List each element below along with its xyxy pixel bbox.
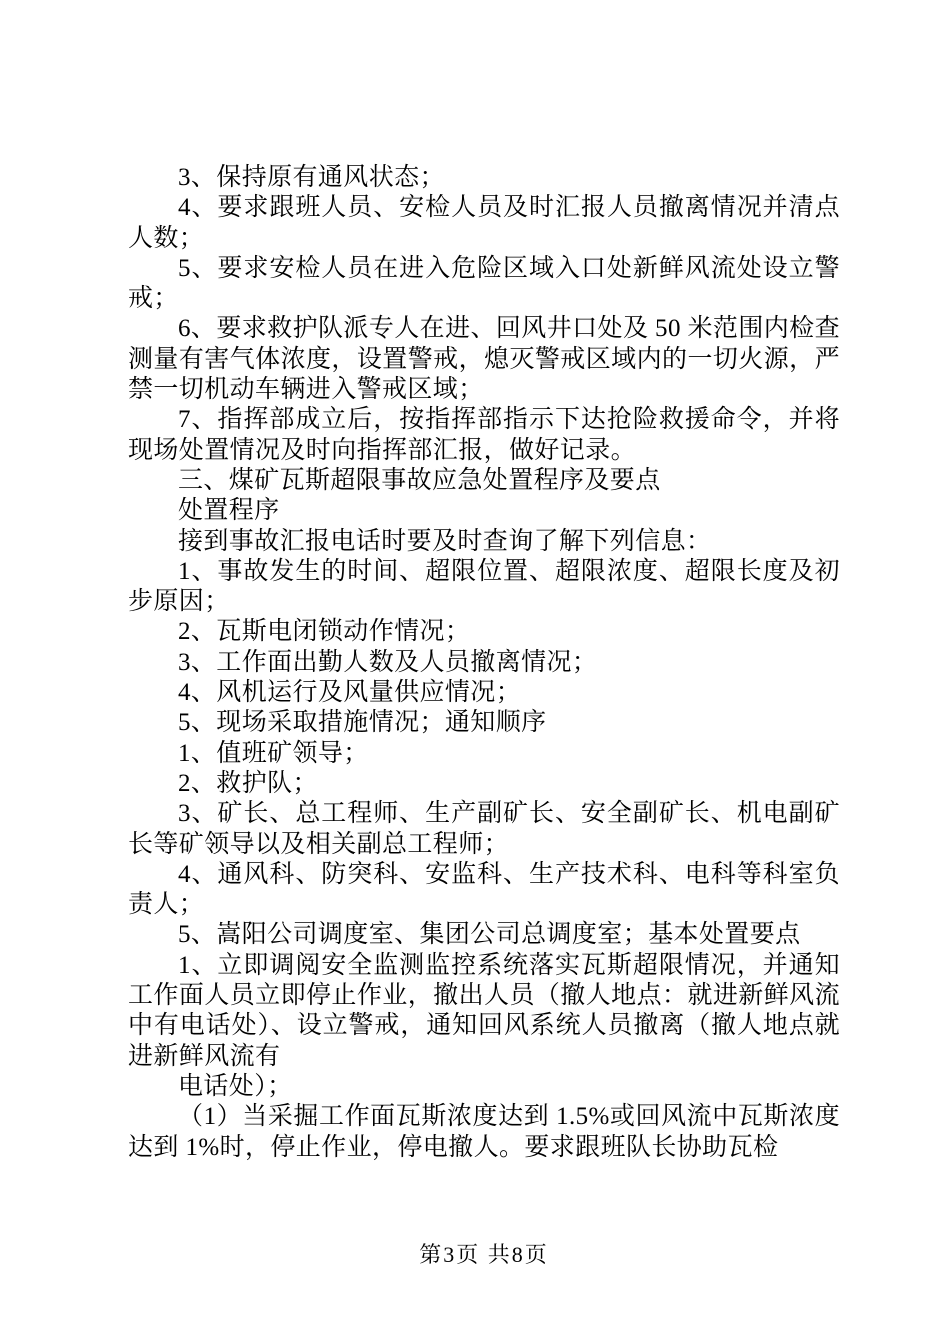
paragraph: 1、值班矿领导；: [178, 739, 369, 767]
paragraph: 6、要求救护队派专人在进、回风井口处及 50 米范围内检查测量有害气体浓度，设置警戒，熄灭警戒区域内的一切火源，严禁一切机动车辆进入警戒区域；: [128, 315, 840, 404]
paragraph: 2、瓦斯电闭锁动作情况；: [178, 618, 471, 646]
page-number-indicator: 第3页 共8页: [419, 1242, 549, 1267]
paragraph: 三、煤矿瓦斯超限事故应急处置程序及要点: [178, 466, 661, 494]
document-body: [128, 163, 840, 1163]
paragraph: 电话处）；: [178, 1072, 293, 1100]
paragraph: 接到事故汇报电话时要及时查询了解下列信息：: [178, 527, 712, 555]
page-footer: [128, 1238, 840, 1269]
paragraph: 7、指挥部成立后，按指挥部指示下达抢险救援命令，并将现场处置情况及时向指挥部汇报，做好记录。: [128, 406, 840, 464]
paragraph: 5、要求安检人员在进入危险区域入口处新鲜风流处设立警戒；: [128, 254, 840, 313]
paragraph: （1）当采掘工作面瓦斯浓度达到 1.5%或回风流中瓦斯浓度达到 1%时，停止作业，停电撤人。要求跟班队长协助瓦检: [128, 1103, 840, 1161]
paragraph: 3、工作面出勤人数及人员撤离情况；: [178, 648, 598, 676]
paragraph: 3、矿长、总工程师、生产副矿长、安全副矿长、机电副矿长等矿领导以及相关副总工程师；: [128, 800, 840, 858]
paragraph: 1、立即调阅安全监测监控系统落实瓦斯超限情况，并通知工作面人员立即停止作业，撤出人员（撤人地点：就进新鲜风流中有电话处）、设立警戒，通知回风系统人员撤离（撤人地点就进新鲜风流有: [128, 951, 840, 1070]
paragraph: 4、通风科、防突科、安监科、生产技术科、电科等科室负责人；: [128, 860, 840, 919]
paragraph: 处置程序: [178, 497, 280, 525]
paragraph: 4、风机运行及风量供应情况；: [178, 679, 522, 707]
paragraph: 1、事故发生的时间、超限位置、超限浓度、超限长度及初步原因；: [128, 557, 840, 616]
paragraph: 3、保持原有通风状态；: [178, 164, 445, 191]
paragraph: 2、救护队；: [178, 769, 318, 797]
paragraph: 4、要求跟班人员、安检人员及时汇报人员撤离情况并清点人数；: [128, 194, 840, 252]
paragraph: 5、嵩阳公司调度室、集团公司总调度室；基本处置要点: [178, 921, 801, 949]
paragraph: 5、现场采取措施情况；通知顺序: [178, 709, 547, 737]
